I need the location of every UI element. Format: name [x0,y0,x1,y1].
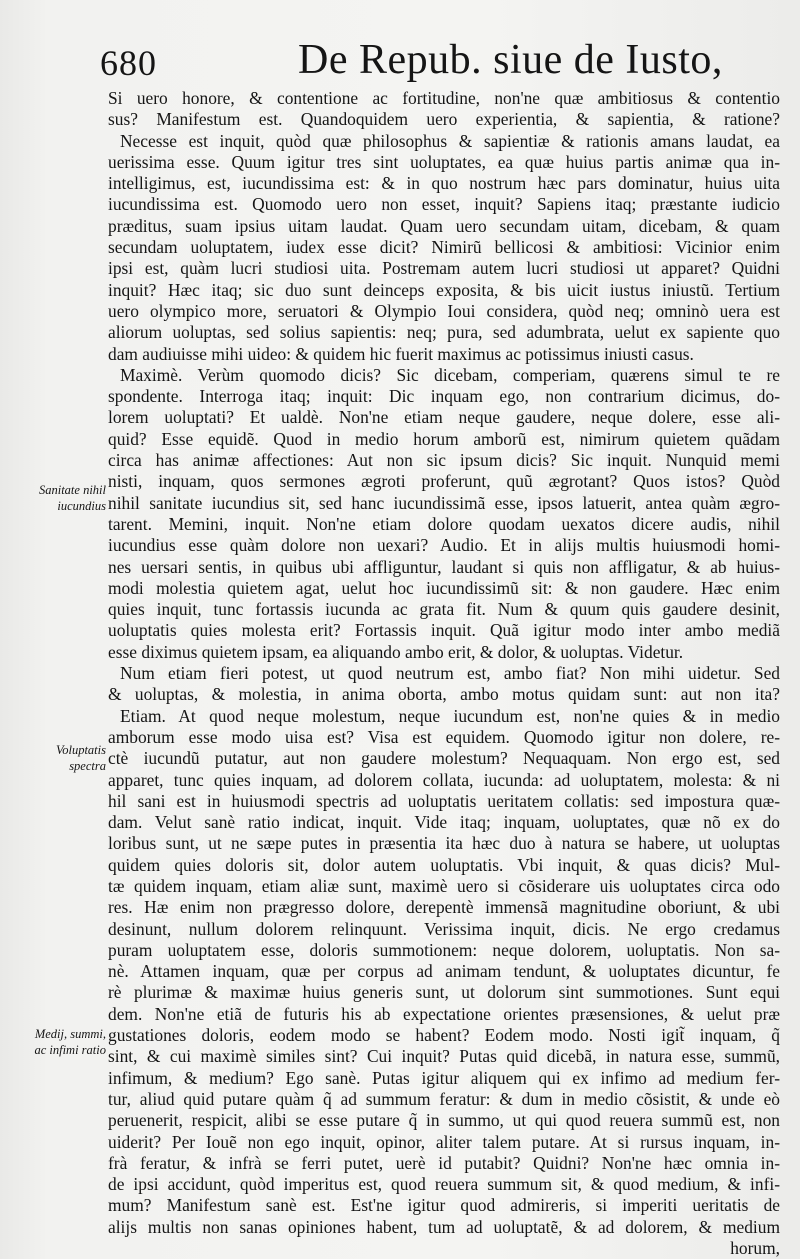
text-line: & uoluptas, & molestia, in anima oborta, ambo motus quidam sunt: aut non ita? [108,684,780,705]
text-line: uiderit? Per Iouẽ non ego inquit, opinor, aliter talem putare. At si rursus inquam, in- [108,1131,780,1152]
running-title: De Repub. siue de Iusto, [298,37,723,83]
text-line: hil sani est in huiusmodi spectris ad uoluptatis ueritatem collatis: sed impostura quæ- [108,790,780,811]
text-line: frà feratur, & infrà se ferri putet, uerè id putabit? Quidni? Non'ne hæc omnia in- [108,1152,780,1173]
text-line: esse diximus quietem ipsam, ea aliquando ambo erit, & dolor, & uoluptas. Videtur. [108,641,684,662]
text-line: circa has animæ affectiones: Aut non sic ipsum dicis? Sic inquit. Nunquid memi [108,450,780,471]
text-line: dem. Non'ne etiã de futuris his ab expectatione orientes præsensiones, & uelut præ [108,1003,780,1024]
text-line: uoluptatis quies molesta erit? Fortassis inquit. Quã igitur modo inter ambo mediã [108,620,780,641]
text-line: Num etiam fieri potest, ut quod neutrum est, ambo fiat? Non mihi uidetur. Sed [120,663,780,684]
text-line: res. Hæ enim non prægresso dolore, derepentè immensã magnitudine oboriunt, & ubi [108,897,780,918]
text-line: nisti, inquam, quos sermones ægroti proferunt, quũ ægrotant? Quos istos? Quòd [108,471,780,492]
text-line: ipsi est, quàm lucri studiosi uita. Postremam autem lucri studiosi ut apparet? Quidni [108,258,780,279]
text-line: infimum, & medium? Ego sanè. Putas igitur aliquem qui ex infimo ad medium fer- [108,1067,780,1088]
text-line: dam. Velut sanè ratio indicat, inquit. Vide itaq; inquam, uoluptates, quæ nõ ex do [108,812,780,833]
text-line: nes uersari sentis, in quibus ubi affliguntur, laudant si quis non affligatur, & ab huius- [108,556,780,577]
margin-note-sanitate [20,482,106,514]
text-line: tarent. Memini, inquit. Non'ne etiam dolore quodam uexatos dicere audis, nihil [108,513,780,534]
text-line: gustationes doloris, eodem modo se habent? Eodem modo. Nosti igit̃ inquam, q̃ [108,1025,780,1046]
text-line: tur, aliud quid putare quàm q̃ ad summum feratur: & dum in medio cõsistit, & unde eò [108,1088,780,1109]
page-number: 680 [100,43,157,83]
margin-note-voluptatis [20,742,106,774]
text-line: desinunt, nullum dolorem relinquunt. Verissima inquit, dicis. Ne ergo credamus [108,918,780,939]
text-line: horum, [730,1238,780,1259]
text-line: puram uoluptatem esse, doloris summotionem: neque dolorem, uoluptatis. Non sa- [108,939,780,960]
text-line: iucundissima est. Quomodo uero non esset, inquit? Sapiens itaq; præstante iudicio [108,194,780,215]
margin-note-line: iucundius [57,499,106,513]
text-line: spondente. Interroga itaq; inquit: Dic inquam ego, non contrarium dicimus, do- [108,386,780,407]
margin-note-line: Sanitate nihil [38,483,106,497]
margin-note-line: ac infimi ratio [34,1043,106,1057]
margin-note-line: Medij, summi, [34,1027,106,1041]
text-line: amborum esse modo uisa est? Visa est equidem. Quomodo igitur non dolere, re- [108,726,780,747]
text-line: præditus, suam ipsius uitam laudat. Quam uero secundam uitam, dicebam, & quam [108,215,780,236]
margin-note-line: Voluptatis [55,743,106,757]
text-line: Si uero honore, & contentione ac fortitudine, non'ne quæ ambitiosus & contentio [108,88,780,108]
text-line: intelligimus, est, iucundissima est: & in quo nostrum hæc pars dominatur, huius uita [108,173,780,194]
text-line: apparet, tunc quies inquam, ad dolorem collata, iucunda: ad uoluptatem, molesta: & ni [108,769,780,790]
text-line: modi molestia quietem agat, uelut hoc iucundissimũ sit: & non gaudere. Hæc enim [108,577,780,598]
margin-note-line: spectra [69,759,106,773]
text-line: loribus sunt, ut ne sæpe putes in præsentia ita hæc duo à natura se habere, ut uoluptas [108,833,780,854]
text-line: mum? Manifestum sanè est. Est'ne igitur quod admireris, si imperiti ueritatis de [108,1195,780,1216]
text-line: nè. Attamen inquam, quæ per corpus ad animam tendunt, & uoluptates dicuntur, fe [108,961,780,982]
text-line: quid? Esse equidẽ. Quod in medio horum amborũ est, nimirum quietem quãdam [108,428,780,449]
text-line: de ipsi accidunt, quòd imperitus est, quod reuera summum sit, & quod medium, & infi- [108,1174,780,1195]
text-line: iucundius esse quàm dolore non uexari? Audio. Et in alijs multis huiusmodi homi- [108,535,780,556]
text-line: uero olympico more, seruatori & Olympio Ioui considera, quòd neq; omninò uera est [108,300,780,321]
body-text [108,88,780,1259]
text-line: Maximè. Verùm quomodo dicis? Sic dicebam, comperiam, quærens simul te re [120,364,780,385]
text-line: tæ quidem inquam, etiam aliæ sunt, maximè uero si cõsiderare uis uoluptates circa odo [108,875,780,896]
text-line: dam audiuisse mihi uideo: & quidem hic fuerit maximus ac potissimus iniusti casus. [108,343,694,364]
text-line: rè plurimæ & maximæ huius generis sunt, ut dolorum sint summotiones. Sunt equi [108,982,780,1003]
margin-note-medij [20,1026,106,1058]
text-line: inquit? Hæc itaq; sic duo sunt deinceps exposita, & bis uicit iustus iniustũ. Tertium [108,279,780,300]
text-line: sus? Manifestum est. Quandoquidem uero experientia, & sapientia, & ratione? [108,109,780,130]
text-line: secundam uoluptatem, iudex esse dicit? Nimirũ bellicosi & ambitiosi: Vicinior enim [108,237,780,258]
text-line: quies inquit, tunc fortassis iucunda ac grata fit. Num & quum quis gaudere desinit, [108,599,780,620]
text-line: nihil sanitate iucundius sit, sed hanc iucundissimã esse, ipsos latuerit, antea quàm ægro- [108,492,780,513]
text-line: quidem quies doloris sit, dolor autem uoluptatis. Vbi inquit, & quas dicis? Mul- [108,854,780,875]
text-line: peruenerit, respicit, alibi se esse putare q̃ in summo, ut qui quod reuera summũ est, non [108,1110,780,1131]
text-line: lorem uoluptati? Et ualdè. Non'ne etiam neque gaudere, neque dolere, esse ali- [108,407,780,428]
text-line: Etiam. At quod neque molestum, neque iucundum est, non'ne quies & in medio [120,705,780,726]
text-line: alijs multis non sanas opiniones habent, tum ad uoluptatẽ, & ad dolorem, & medium [108,1216,780,1237]
text-line: sint, & cui maximè similes sint? Cui inquit? Putas quid dicebã, in natura esse, summũ, [108,1046,780,1067]
text-line: aliorum uoluptas, sed solius sapientis: neq; pura, sed adumbrata, uelut ex sapiente quo [108,322,780,343]
text-line: ctè iucundũ putatur, aut non gaudere molestum? Nequaquam. Non ergo est, sed [108,748,780,769]
text-line: uerissima esse. Quum igitur tres sint uoluptates, ea quæ huius partis animæ qua in- [108,151,780,172]
text-line: Necesse est inquit, quòd quæ philosophus & sapientiæ & rationis amans laudat, ea [120,130,780,151]
